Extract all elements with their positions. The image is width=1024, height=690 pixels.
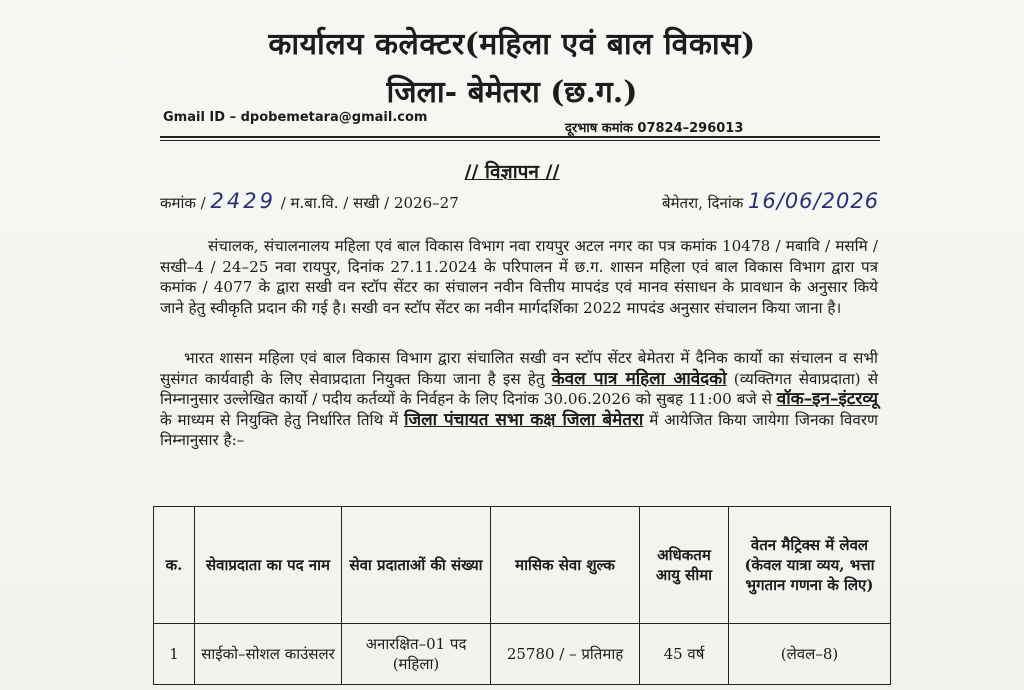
col-count: सेवा प्रदाताओं की संख्या (342, 507, 491, 624)
paragraph-1: संचालक, संचालनालय महिला एवं बाल विकास विभाग नवा रायपुर अटल नगर का पत्र कमांक 10478 / मबावि / मसमि / सखी–4 / 24–25 नवा रायपुर, दिनांक 27.11.2024 के परिपालन में छ.ग. शासन महिला एवं बाल विकास विभाग द्वारा पत्र कमांक / 4077 के द्वारा सखी वन स्टॉप सेंटर का संचालन नवीन वित्तीय मापदंड एवं मानव संसाधन के प्रावधान के अनुसार किये जाने हेतु स्वीकृति प्रदान की गई है। सखी वन स्टॉप सेंटर का नवीन मार्गदर्शिका 2022 मापदंड अनुसार संचालन किया जाना है। (160, 237, 878, 317)
eligible-women-highlight: केवल पात्र महिला आवेदको (551, 368, 727, 389)
col-level: वेतन मैट्रिक्स में लेवल (केवल यात्रा व्यय, भत्ता भुगतान गणना के लिए) (729, 507, 891, 624)
reference-number: कमांक / 2429 / म.बा.वि. / सखी / 2026–27 (160, 189, 459, 213)
office-title: कार्यालय कलेक्टर(महिला एवं बाल विकास) (268, 27, 756, 62)
cell-fee: 25780 / – प्रतिमाह (491, 624, 640, 685)
phone-number: दूरभाष कमांक 07824–296013 (565, 121, 744, 136)
notice-title: // विज्ञापन // (464, 161, 560, 183)
cell-count: अनारक्षित–01 पद (महिला) (342, 624, 491, 685)
vacancy-table (153, 506, 891, 685)
col-fee: मासिक सेवा शुल्क (491, 507, 640, 624)
district-title: जिला- बेमेतरा (छ.ग.) (386, 75, 638, 110)
notice-date: बेमेतरा, दिनांक 16/06/2026 (662, 189, 880, 213)
header-divider (160, 136, 880, 138)
handwritten-number: 2429 (210, 189, 276, 213)
table-header-row (154, 507, 891, 624)
venue-highlight: जिला पंचायत सभा कक्ष जिला बेमेतरा (404, 409, 644, 430)
cell-serial: 1 (154, 624, 195, 685)
walk-in-interview-highlight: वॉक–इन–इंटरव्यू (776, 389, 879, 409)
cell-age: 45 वर्ष (640, 624, 729, 685)
gmail-id: Gmail ID – dpobemetara@gmail.com (163, 110, 428, 125)
col-serial: क. (154, 507, 195, 624)
paragraph-2: भारत शासन महिला एवं बाल विकास विभाग द्वारा संचालित सखी वन स्टॉप सेंटर बेमेतरा में दैनिक कार्यो का संचालन व सभी सुसंगत कार्यवाही के लिए सेवाप्रदाता नियुक्त किया जाना है इस हेतु केवल पात्र महिला आवेदको (व्यक्तिगत सेवाप्रदाता) से निम्नानुसार उल्लेखित कार्यो / पदीय कर्तव्यों के निर्वहन के लिए दिनांक 30.06.2026 को सुबह 11:00 बजे से वॉक–इन–इंटरव्यू के माध्यम से नियुक्ति हेतु निर्धारित तिथि में जिला पंचायत सभा कक्ष जिला बेमेतरा में आयेजित किया जायेगा जिनका विवरण निम्नानुसार है:– (160, 349, 879, 449)
cell-post-name: साईको–सोशल काउंसलर (195, 624, 342, 685)
col-age: अधिकतम आयु सीमा (640, 507, 729, 624)
handwritten-date: 16/06/2026 (748, 189, 880, 213)
cell-level: (लेवल–8) (729, 624, 891, 685)
table-row (154, 624, 891, 685)
header-divider-thin (160, 140, 880, 141)
col-post-name: सेवाप्रदाता का पद नाम (195, 507, 342, 624)
